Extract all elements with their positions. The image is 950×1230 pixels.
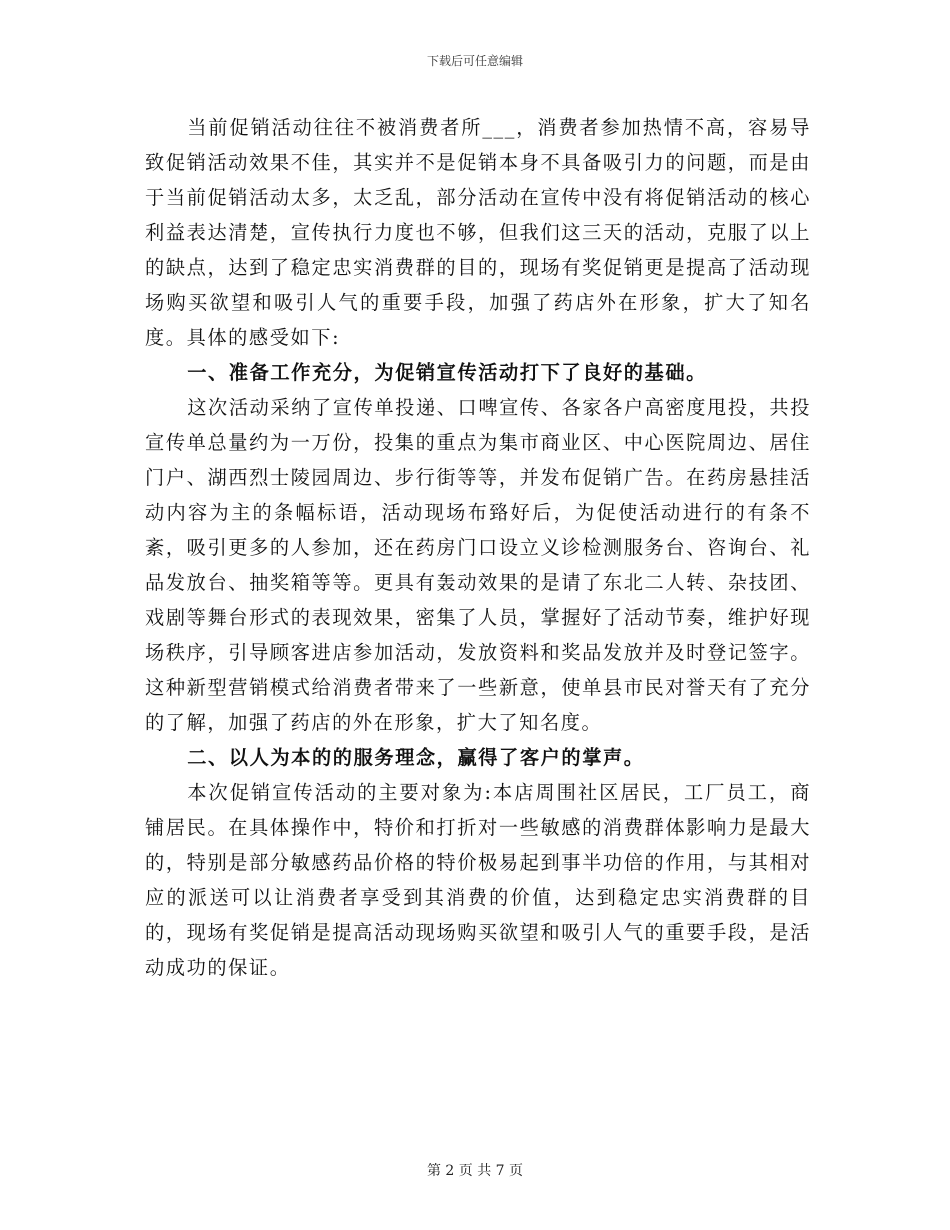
paragraph-section-2: 本次促销宣传活动的主要对象为:本店周围社区居民，工厂员工，商铺居民。在具体操作中，特价和打折对一些敏感的消费群体影响力是最大的，特别是部分敏感药品价格的特价极易起到事半功倍的作用，与其相对应的派送可以让消费者享受到其消费的价值，达到稳定忠实消费群的目的，现场有奖促销是提高活动现场购买欲望和吸引人气的重要手段，是活动成功的保证。 <box>145 781 811 979</box>
section-heading-1: 一、准备工作充分，为促销宣传活动打下了良好的基础。 <box>187 361 707 384</box>
section-heading-2: 二、以人为本的的服务理念，赢得了客户的掌声。 <box>187 746 645 769</box>
document-body <box>145 110 811 985</box>
page-number-footer: 第 2 页 共 7 页 <box>426 1163 524 1179</box>
paragraph-section-1: 这次活动采纳了宣传单投递、口啤宣传、各家各户高密度甩投，共投宣传单总量约为一万份，投集的重点为集市商业区、中心医院周边、居住门户、湖西烈士陵园周边、步行街等等，并发布促销广告。在药房悬挂活动内容为主的条幅标语，活动现场布臵好后，为促使活动进行的有条不紊，吸引更多的人参加，还在药房门口设立义诊检测服务台、咨询台、礼品发放台、抽奖箱等等。更具有轰动效果的是请了东北二人转、杂技团、戏剧等舞台形式的表现效果，密集了人员，掌握好了活动节奏，维护好现场秩序，引导顾客进店参加活动，发放资料和奖品发放并及时登记签字。这种新型营销模式给消费者带来了一些新意，使单县市民对誉天有了充分的了解，加强了药店的外在形象，扩大了知名度。 <box>145 396 811 734</box>
paragraph-intro: 当前促销活动往往不被消费者所___，消费者参加热情不高，容易导致促销活动效果不佳，其实并不是促销本身不具备吸引力的问题，而是由于当前促销活动太多，太乏乱，部分活动在宣传中没有将促销活动的核心利益表达清楚，宣传执行力度也不够，但我们这三天的活动，克服了以上的缺点，达到了稳定忠实消费群的目的，现场有奖促销更是提高了活动现场购买欲望和吸引人气的重要手段，加强了药店外在形象，扩大了知名度。具体的感受如下: <box>145 116 811 349</box>
page-header-note: 下载后可任意编辑 <box>426 54 523 68</box>
